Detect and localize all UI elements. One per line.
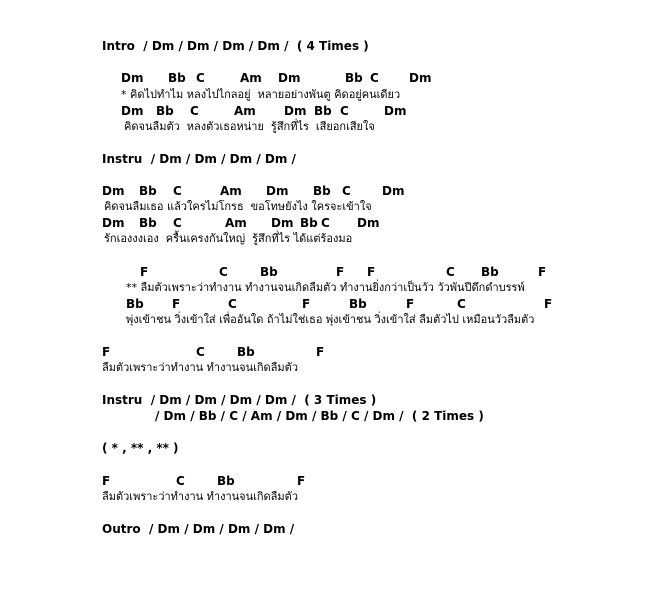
chord-label: F bbox=[140, 265, 149, 279]
chorus-lyric-b: พุ่งเข้าชน วิ่งเข้าใส่ เพื่ออันใด ถ้าไม่ใช่เธอ พุ่งเข้าชน วิ่งเข้าใส่ ลืมตัวไป เหมือนวัวลืมตัว bbox=[126, 313, 535, 326]
tag2-lyric: ลืมตัวเพราะว่าทำงาน ทำงานจนเกิดลืมตัว bbox=[102, 490, 298, 503]
chord-label: Dm bbox=[284, 104, 307, 118]
chord-label: F bbox=[302, 297, 311, 311]
chord-label: Dm bbox=[102, 184, 125, 198]
chord-label: Bb bbox=[139, 184, 157, 198]
tag1-lyric: ลืมตัวเพราะว่าทำงาน ทำงานจนเกิดลืมตัว bbox=[102, 361, 298, 374]
intro-line: Intro / Dm / Dm / Dm / Dm / ( 4 Times ) bbox=[102, 39, 369, 53]
chord-label: Am bbox=[240, 71, 262, 85]
chord-label: Bb bbox=[314, 104, 332, 118]
chord-label: F bbox=[102, 474, 111, 488]
repeat-instruction: ( * , ** , ** ) bbox=[102, 441, 179, 455]
chord-label: F bbox=[336, 265, 345, 279]
chord-label: Bb bbox=[126, 297, 144, 311]
outro-line: Outro / Dm / Dm / Dm / Dm / bbox=[102, 522, 295, 536]
chord-label: F bbox=[406, 297, 415, 311]
chord-label: C bbox=[176, 474, 185, 488]
chord-label: C bbox=[340, 104, 349, 118]
chord-label: Bb bbox=[481, 265, 499, 279]
chord-label: Dm bbox=[121, 104, 144, 118]
chord-label: C bbox=[228, 297, 237, 311]
chord-label: C bbox=[196, 345, 205, 359]
chord-label: C bbox=[219, 265, 228, 279]
chord-label: C bbox=[190, 104, 199, 118]
chord-label: C bbox=[446, 265, 455, 279]
verse2-lyric-b: รักเองงงเอง ครื้นเครงกันใหญ่ รู้สึกที่ไร ได้แต่ร้องมอ bbox=[104, 232, 353, 245]
chord-label: C bbox=[457, 297, 466, 311]
chord-label: F bbox=[367, 265, 376, 279]
chord-label: C bbox=[173, 216, 182, 230]
chord-label: Dm bbox=[384, 104, 407, 118]
chord-label: Bb bbox=[313, 184, 331, 198]
chord-label: F bbox=[316, 345, 325, 359]
chord-label: Bb bbox=[156, 104, 174, 118]
chord-label: Dm bbox=[121, 71, 144, 85]
instru2-line-a: Instru / Dm / Dm / Dm / Dm / ( 3 Times ) bbox=[102, 393, 377, 407]
chord-label: Bb bbox=[237, 345, 255, 359]
chord-label: F bbox=[172, 297, 181, 311]
chord-label: Bb bbox=[300, 216, 318, 230]
chord-label: Bb bbox=[139, 216, 157, 230]
chord-label: Bb bbox=[345, 71, 363, 85]
chord-label: Am bbox=[225, 216, 247, 230]
chord-label: Dm bbox=[271, 216, 294, 230]
chord-label: Am bbox=[220, 184, 242, 198]
chord-label: Dm bbox=[357, 216, 380, 230]
chorus-lyric-a: ** ลืมตัวเพราะว่าทำงาน ทำงานจนเกิดลืมตัว ทำงานยิ่งกว่าเป็นวัว วัวพันปีดึกดำบรรพ์ bbox=[126, 281, 525, 294]
chord-label: F bbox=[102, 345, 111, 359]
chord-label: C bbox=[196, 71, 205, 85]
chord-label: Bb bbox=[217, 474, 235, 488]
chord-label: Bb bbox=[260, 265, 278, 279]
verse2-lyric-a: คิดจนลืมเธอ แล้วใครไม่โกรธ ขอโทษยังไง ใครจะเข้าใจ bbox=[104, 200, 372, 213]
verse1-lyric-b: คิดจนลืมตัว หลงตัวเธอหน่าย รู้สึกที่ไร เสียอกเสียใจ bbox=[124, 120, 375, 133]
chord-label: Dm bbox=[102, 216, 125, 230]
chord-label: C bbox=[173, 184, 182, 198]
verse1-lyric-a: * คิดไปทำไม หลงไปไกลอยู่ หลายอย่างพันตู คิดอยู่คนเดียว bbox=[121, 88, 401, 101]
chord-label: Dm bbox=[278, 71, 301, 85]
chord-label: Am bbox=[234, 104, 256, 118]
chord-label: Bb bbox=[168, 71, 186, 85]
instru2-line-b: / Dm / Bb / C / Am / Dm / Bb / C / Dm / ( 2 Times ) bbox=[155, 409, 484, 423]
chord-label: F bbox=[544, 297, 553, 311]
chord-label: F bbox=[538, 265, 547, 279]
chord-label: Dm bbox=[382, 184, 405, 198]
chord-label: Dm bbox=[409, 71, 432, 85]
chord-label: F bbox=[297, 474, 306, 488]
instru1-line: Instru / Dm / Dm / Dm / Dm / bbox=[102, 152, 296, 166]
chord-label: Dm bbox=[266, 184, 289, 198]
chord-label: C bbox=[342, 184, 351, 198]
chord-label: C bbox=[370, 71, 379, 85]
chord-label: C bbox=[321, 216, 330, 230]
chord-label: Bb bbox=[349, 297, 367, 311]
